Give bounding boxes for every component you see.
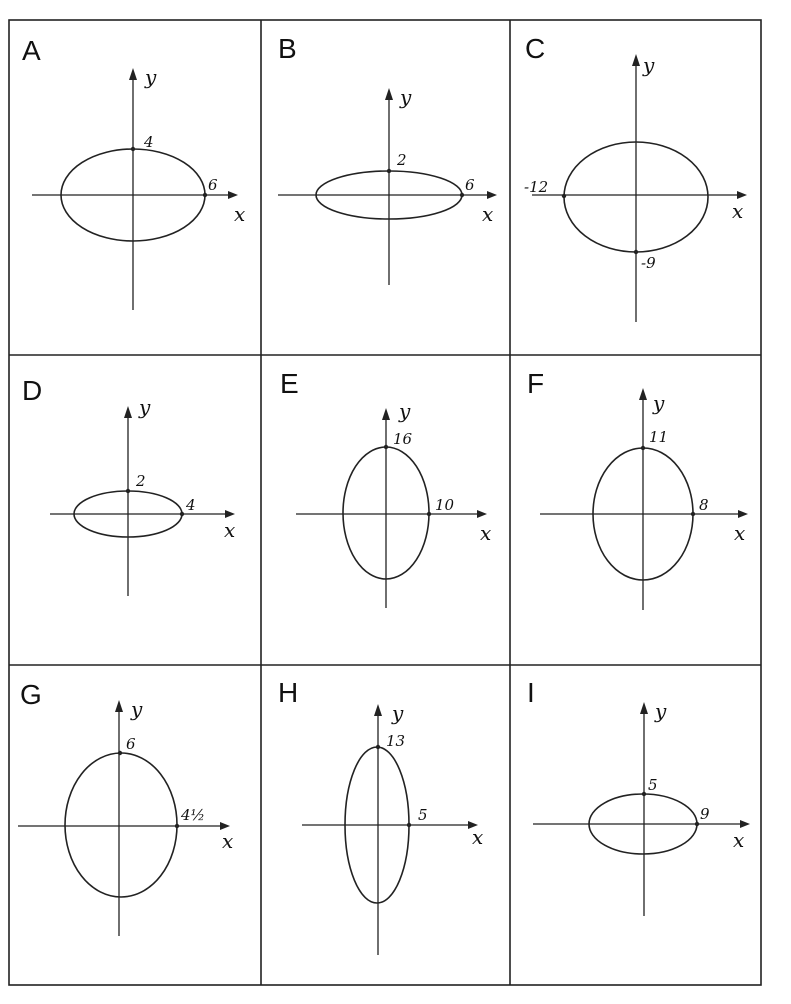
x-axis-label: x <box>733 828 745 852</box>
x-axis-label: x <box>472 825 484 849</box>
y-intercept-dot <box>126 489 130 493</box>
x-axis-label: x <box>222 829 234 853</box>
y-axis-label: y <box>655 699 667 723</box>
y-axis-arrow-icon <box>640 702 648 714</box>
x-axis-label: x <box>234 202 246 226</box>
x-tick-label: 4½ <box>181 806 206 824</box>
y-axis-arrow-icon <box>129 68 137 80</box>
y-axis-label: y <box>139 395 151 419</box>
y-axis-arrow-icon <box>385 88 393 100</box>
x-axis-label: x <box>224 518 236 542</box>
y-intercept-dot <box>634 250 638 254</box>
y-intercept-dot <box>131 147 135 151</box>
x-intercept-dot <box>175 824 179 828</box>
x-tick-label: -12 <box>524 178 549 196</box>
x-tick-label: 5 <box>418 806 428 824</box>
panel-h <box>278 677 483 955</box>
grid-frame <box>9 20 761 985</box>
x-tick-label: 10 <box>435 496 455 514</box>
y-axis-label: y <box>643 53 655 77</box>
ellipse-curve <box>65 753 177 897</box>
y-intercept-dot <box>641 446 645 450</box>
y-tick-label: 16 <box>393 430 413 448</box>
x-axis-arrow-icon <box>487 191 497 199</box>
y-axis-label: y <box>400 85 412 109</box>
y-tick-label: 2 <box>397 151 407 169</box>
y-axis-arrow-icon <box>374 704 382 716</box>
panel-letter: E <box>280 368 299 399</box>
panel-c <box>524 33 747 322</box>
panel-letter: C <box>525 33 546 64</box>
y-tick-label: 2 <box>136 472 146 490</box>
panel-i <box>527 677 750 916</box>
x-intercept-dot <box>691 512 695 516</box>
panel-letter: I <box>527 677 535 708</box>
y-axis-label: y <box>131 697 143 721</box>
panel-letter: A <box>22 35 41 66</box>
y-intercept-dot <box>376 745 380 749</box>
x-intercept-dot <box>562 194 566 198</box>
x-intercept-dot <box>695 822 699 826</box>
x-axis-arrow-icon <box>225 510 235 518</box>
x-tick-label: 9 <box>700 805 710 823</box>
y-tick-label: 6 <box>126 735 136 753</box>
x-axis-label: x <box>732 199 744 223</box>
x-axis-arrow-icon <box>228 191 238 199</box>
y-axis-arrow-icon <box>632 54 640 66</box>
x-tick-label: 8 <box>699 496 709 514</box>
y-axis-label: y <box>653 391 665 415</box>
y-axis-label: y <box>392 701 404 725</box>
x-intercept-dot <box>427 512 431 516</box>
y-intercept-dot <box>642 792 646 796</box>
y-tick-label: -9 <box>641 254 656 272</box>
panel-a <box>22 35 245 310</box>
x-axis-label: x <box>480 521 492 545</box>
y-axis-label: y <box>399 399 411 423</box>
y-tick-label: 13 <box>386 732 406 750</box>
x-intercept-dot <box>180 512 184 516</box>
panel-letter: G <box>20 679 42 710</box>
panel-letter: D <box>22 375 43 406</box>
panel-e <box>280 368 491 608</box>
y-tick-label: 11 <box>649 428 669 446</box>
panel-letter: F <box>527 368 545 399</box>
panel-d <box>22 375 235 596</box>
panel-g <box>18 679 233 936</box>
x-axis-arrow-icon <box>737 191 747 199</box>
y-axis-arrow-icon <box>115 700 123 712</box>
x-axis-arrow-icon <box>738 510 748 518</box>
y-axis-arrow-icon <box>124 406 132 418</box>
y-intercept-dot <box>384 445 388 449</box>
x-axis-arrow-icon <box>740 820 750 828</box>
y-axis-arrow-icon <box>382 408 390 420</box>
x-axis-label: x <box>482 202 494 226</box>
y-tick-label: 4 <box>144 133 154 151</box>
x-axis-label: x <box>734 521 746 545</box>
y-intercept-dot <box>118 751 122 755</box>
x-tick-label: 6 <box>208 176 218 194</box>
panel-f <box>527 368 748 610</box>
x-tick-label: 4 <box>186 496 196 514</box>
x-intercept-dot <box>460 193 464 197</box>
x-intercept-dot <box>203 193 207 197</box>
x-tick-label: 6 <box>465 176 475 194</box>
panel-letter: H <box>278 677 299 708</box>
x-axis-arrow-icon <box>477 510 487 518</box>
x-intercept-dot <box>407 823 411 827</box>
panel-letter: B <box>278 33 297 64</box>
y-tick-label: 5 <box>648 776 658 794</box>
y-axis-arrow-icon <box>639 388 647 400</box>
y-intercept-dot <box>387 169 391 173</box>
panel-b <box>278 33 497 285</box>
y-axis-label: y <box>145 65 157 89</box>
